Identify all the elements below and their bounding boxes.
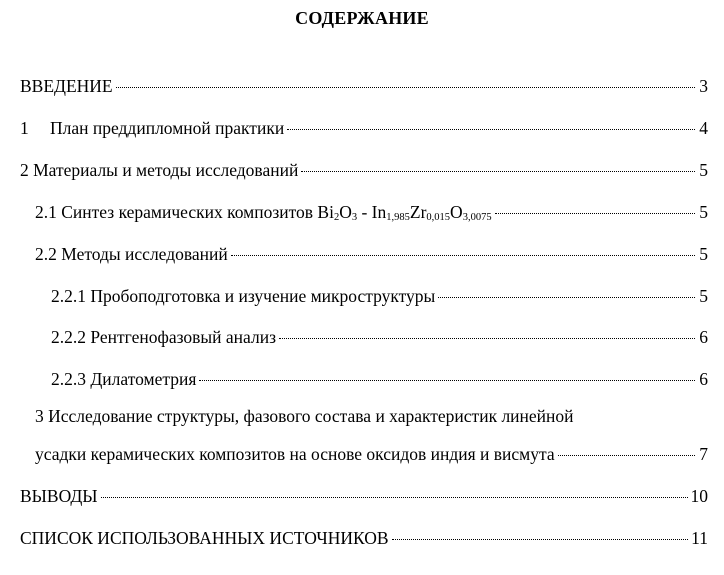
dot-leader [199,380,695,381]
toc-page-number: 10 [690,486,708,506]
toc-page-number: 6 [699,327,708,347]
dot-leader [495,213,695,214]
toc-entry-text: усадки керамических композитов на основе оксидов индия и висмута [35,444,555,464]
toc-entry-dilatometry[interactable] [51,367,708,391]
toc-title: СОДЕРЖАНИЕ [295,8,429,28]
toc-entry-conclusions[interactable] [20,484,708,508]
toc-entry-text: СПИСОК ИСПОЛЬЗОВАННЫХ ИСТОЧНИКОВ [20,528,389,548]
dot-leader [438,297,695,298]
formula-part: O [450,202,463,222]
toc-entry-text: 2.2.2 Рентгенофазовый анализ [51,327,276,347]
toc-entry-study[interactable] [35,442,708,466]
toc-page-number: 4 [699,118,708,138]
toc-entry-number: 1 [20,118,29,138]
dot-leader [301,171,695,172]
dot-leader [558,455,695,456]
toc-entry-study-line1[interactable]: 3 Исследование структуры, фазового состава и характеристик линейной [35,406,574,426]
subscript: 1,985 [386,212,410,223]
toc-entry-references[interactable] [20,526,708,550]
dot-leader [287,129,695,130]
toc-entry-title: 2.1 Синтез керамических композитов Bi [35,202,334,222]
toc-entry-text: 2.2.3 Дилатометрия [51,369,197,389]
subscript: 2 [333,212,340,223]
toc-page-number: 11 [691,528,708,548]
toc-entry-research-methods[interactable] [35,242,708,266]
dot-leader [101,497,688,498]
toc-page-number: 5 [699,286,708,306]
toc-entry-text: ВВЕДЕНИЕ [20,76,113,96]
toc-entry-synthesis[interactable] [35,200,708,224]
subscript: 0,015 [426,212,451,223]
toc-page-number: 3 [699,76,708,96]
toc-entry-text: 2.2.1 Пробоподготовка и изучение микроструктуры [51,286,436,306]
toc-entry-xrd-analysis[interactable] [51,325,708,349]
toc-entry-sample-prep[interactable] [51,284,708,308]
subscript: 3,0075 [462,212,492,223]
toc-entry-practice-plan[interactable] [20,116,708,140]
toc-page-number: 5 [699,244,708,264]
dot-leader [116,87,695,88]
toc-entry-text: 2 Материалы и методы исследований [20,160,299,180]
toc-page-number: 5 [699,160,708,180]
toc-entry-introduction[interactable] [20,74,708,98]
toc-page-number: 5 [699,202,708,222]
toc-page-number: 7 [699,444,708,464]
formula-part: - In [357,202,387,222]
toc-entry-text: 2.2 Методы исследований [35,244,228,264]
formula-part: Zr [409,202,427,222]
dot-leader [392,539,689,540]
dot-leader [231,255,695,256]
toc-page-number: 6 [699,369,708,389]
formula-part: O [339,202,352,222]
dot-leader [279,338,695,339]
toc-entry-text [20,116,284,140]
toc-entry-text: ВЫВОДЫ [20,486,98,506]
toc-entry-materials-methods[interactable] [20,158,708,182]
subscript: 3 [351,212,358,223]
toc-entry-text [35,200,492,224]
toc-entry-title: План преддипломной практики [50,118,285,138]
